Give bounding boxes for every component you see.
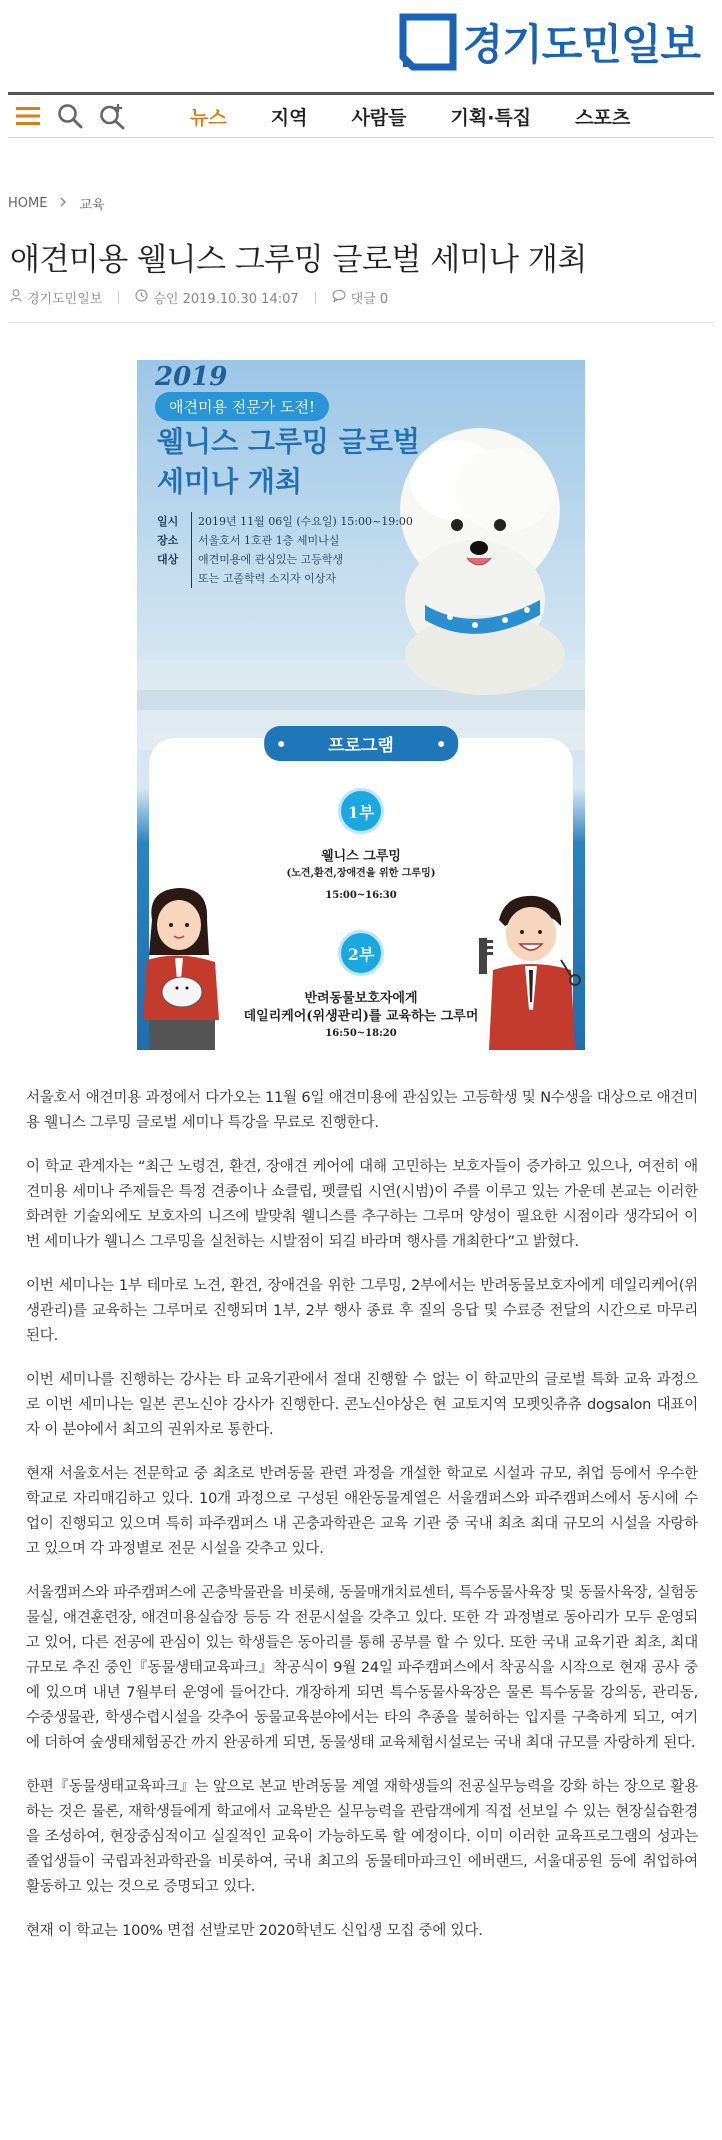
site-logo[interactable] [399, 10, 700, 74]
meta-divider [315, 292, 316, 304]
hamburger-menu-icon[interactable] [14, 102, 42, 130]
article-paragraph: 이번 세미나는 1부 테마로 노견, 환견, 장애견을 위한 그루밍, 2부에서는 반려동물보호자에게 데일리케어(위생관리)를 교육하는 그루머로 진행되며 1부, 2부 행사 종료 후 질의 응답 및 수료증 전달의 시간으로 마무리 된다. [26, 1278, 698, 1344]
poster-info-key: 대상 [157, 553, 179, 566]
article-body [26, 1086, 698, 1963]
part2-title: 반려동물보호자에게 [304, 991, 418, 1006]
poster-info-value: 서울호서 1호관 1층 세미나실 [191, 531, 339, 550]
poster-info-value: 2019년 11월 06일 (수요일) 15:00~19:00 [191, 512, 413, 531]
logo-mark-icon [399, 13, 457, 71]
poster-info-key: 일시 [157, 515, 179, 528]
part1-subtitle: (노견,환견,장애견을 위한 그루밍) [286, 868, 436, 879]
article-paragraph: 현재 이 학교는 100% 면접 선발로만 2020학년도 신입생 모집 중에 있다. [26, 1923, 483, 1939]
poster-info-row [157, 550, 413, 588]
clock-icon [135, 289, 148, 306]
article-paragraph: 서울호서 애견미용 과정에서 다가오는 11월 6일 애견미용에 관심있는 고등학생 및 N수생을 대상으로 애견미용 웰니스 그루밍 글로벌 세미나 특강을 무료로 진행한다. [26, 1090, 698, 1131]
poster-program-label: 프로그램 [264, 726, 458, 761]
part1-title: 웰니스 그루밍 [321, 849, 401, 864]
poster-info [157, 512, 413, 588]
nav-item-region[interactable]: 지역 [270, 106, 308, 129]
poster-tagline: 애견미용 전문가 도전! [155, 392, 329, 421]
approved-date: 승인 2019.10.30 14:07 [153, 292, 299, 307]
article-paragraph: 이번 세미나를 진행하는 강사는 타 교육기관에서 절대 진행할 수 없는 이 학교만의 글로벌 특화 교육 과정으로 이번 세미나는 일본 콘노신야 강사가 진행한다. 콘노신야상은 현 교토지역 모펫잇츄츄 dogsalon 대표이자 이 분야에서 최고의 권위자로 통한다. [26, 1372, 698, 1438]
nav-icons [8, 102, 168, 130]
search-plus-icon[interactable] [98, 102, 126, 130]
poster-info-target-extra: 또는 고졸학력 소지자 이상자 [198, 572, 337, 585]
poster-year: 2019 [155, 362, 228, 392]
poster-info-row [157, 512, 413, 531]
nav-menu [168, 103, 652, 130]
search-icon[interactable] [56, 102, 84, 130]
meta-approved [135, 288, 298, 307]
logo-text: 경기도민일보 [462, 20, 700, 69]
student-girl-illustration [137, 880, 227, 1050]
poster-info-row [157, 531, 413, 550]
comment-count[interactable]: 댓글 0 [350, 292, 389, 307]
user-icon [10, 289, 22, 306]
part2-badge: 2부 [338, 930, 384, 976]
article-paragraph: 한편『동물생태교육파크』는 앞으로 본교 반려동물 계열 재학생들의 전공실무능력을 강화 하는 장으로 활용하는 것은 물론, 재학생들에게 학교에서 교육받은 실무능력을 관람객에게 직접 선보일 수 있는 현장실습환경을 조성하여, 현장중심적이고 실질적인 교육이 가능하도록 할 예정이다. 이미 이러한 교육프로그램의 성과는 졸업생들이 국립과천과학관을 비롯하여, 국내 최고의 동물테마파크인 에버랜드, 서울대공원 등에 취업하여 활동하고 있는 것으로 증명되고 있다. [26, 1779, 698, 1895]
meta-author [10, 288, 102, 307]
meta-divider [118, 292, 119, 304]
part1-badge: 1부 [338, 788, 384, 834]
poster-info-target: 애견미용에 관심있는 고등학생 [198, 553, 344, 566]
comment-icon [332, 289, 346, 306]
article-meta [10, 288, 388, 307]
poster-headline-line1: 웰니스 그루밍 글로벌 [157, 425, 420, 458]
breadcrumb [8, 194, 105, 213]
breadcrumb-category[interactable]: 교육 [79, 198, 105, 213]
part2-time: 16:50~18:20 [325, 1028, 397, 1039]
article-paragraph: 서울캠퍼스와 파주캠퍼스에 곤충박물관을 비롯해, 동물매개치료센터, 특수동물사육장 및 동물사육장, 실험동물실, 애견훈련장, 애견미용실습장 등등 각 전문시설을 갖추고 있다. 또한 각 과정별로 동아리가 모두 운영되고 있어, 다른 전공에 관심이 있는 학생들은 동아리를 통해 공부를 할 수 있다. 또한 국내 교육기관 최초, 최대 규모로 추진 중인『동물생태교육파크』착공식이 9월 24일 파주캠퍼스에서 착공식을 시작으로 현재 공사 중에 있으며 내년 7월부터 운영에 들어간다. 개장하게 되면 특수동물사육장은 물론 특수동물 강의동, 관리동, 수중생물관, 학생수렵시설을 갖추어 동물교육분야에서는 타의 추종을 불허하는 입지를 구축하게 되고, 여기에 더하여 숲생태체험공간 까지 완공하게 되면, 동물생태 교육체험시설로는 국내 최대 규모를 자랑하게 된다. [26, 1585, 698, 1751]
nav-item-news[interactable]: 뉴스 [190, 106, 227, 129]
student-boy-illustration [475, 890, 585, 1050]
poster-info-value [191, 550, 343, 588]
article-poster-image [137, 360, 585, 1050]
meta-comments[interactable] [332, 288, 389, 307]
author-name[interactable]: 경기도민일보 [27, 292, 103, 307]
nav-item-sports[interactable]: 스포츠 [575, 106, 631, 129]
part2-title-line2: 데일리케어(위생관리)를 교육하는 그루머 [243, 1009, 479, 1024]
header-divider [8, 322, 714, 323]
nav-item-people[interactable]: 사람들 [351, 106, 407, 129]
part1-time: 15:00~16:30 [325, 890, 397, 901]
poster-info-key: 장소 [157, 534, 179, 547]
poster-headline-line2: 세미나 개최 [157, 465, 302, 498]
main-nav [8, 92, 714, 138]
poster-headline [157, 422, 420, 502]
article-title: 애견미용 웰니스 그루밍 글로벌 세미나 개최 [10, 242, 587, 278]
breadcrumb-home[interactable]: HOME [8, 196, 48, 211]
article-paragraph: 현재 서울호서는 전문학교 중 최초로 반려동물 관련 과정을 개설한 학교로 시설과 규모, 취업 등에서 우수한 학교로 자리매김하고 있다. 10개 과정으로 구성된 애완동물계열은 서울캠퍼스와 파주캠퍼스에서 동시에 수업이 진행되고 있으며 특히 파주캠퍼스 내 곤충과학관은 교육 기관 중 국내 최초 최대 규모의 시설을 자랑하고 있으며 각 과정별로 전문 시설을 갖추고 있다. [26, 1466, 698, 1557]
chevron-right-icon [59, 196, 67, 211]
nav-item-features[interactable]: 기획·특집 [450, 106, 532, 129]
article-paragraph: 이 학교 관계자는 “최근 노령견, 환견, 장애견 케어에 대해 고민하는 보호자들이 증가하고 있으나, 여전히 애견미용 세미나 주제들은 특정 견종이나 쇼클립, 펫클립 시연(시범)이 주를 이루고 있는 가운데 본교는 이러한 화려한 기술외에도 보호자의 니즈에 발맞춰 웰니스를 추구하는 그루머 양성이 필요한 시점이라 생각되어 이번 세미나가 웰니스 그루밍을 실천하는 시발점이 되길 바라며 행사를 개최한다”고 밝혔다. [26, 1159, 698, 1250]
